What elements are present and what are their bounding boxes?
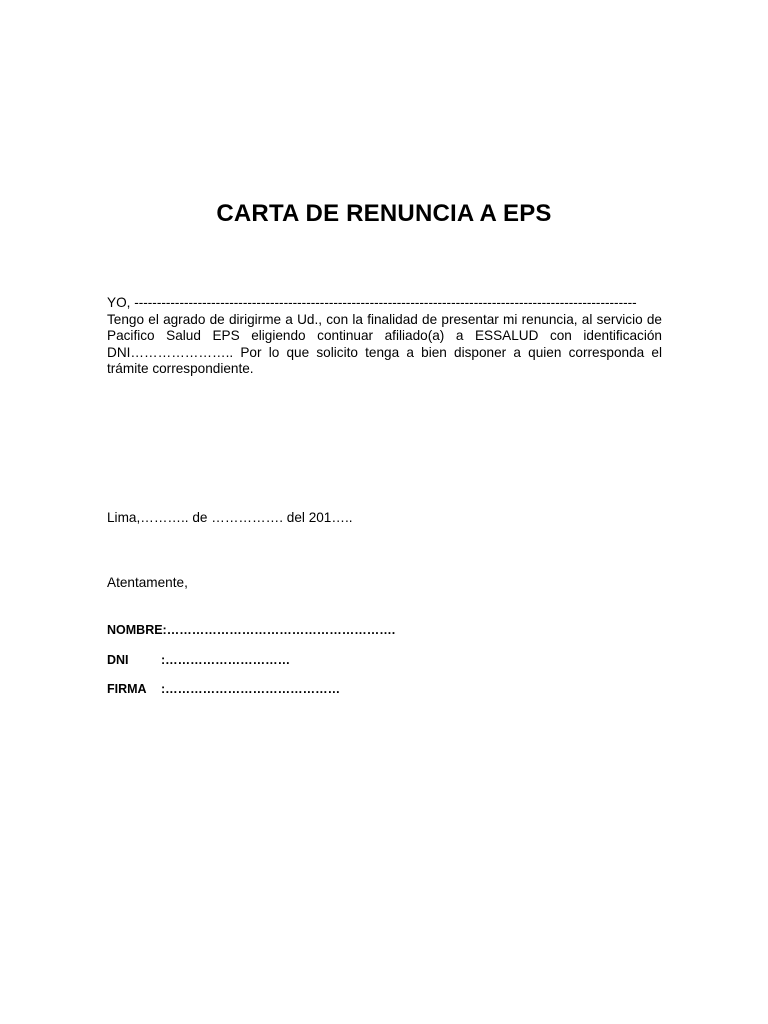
nombre-blank: ………………………………………………. [166, 623, 396, 637]
document-title: CARTA DE RENUNCIA A EPS [216, 200, 552, 227]
firma-label: FIRMA [107, 682, 147, 696]
dni-label: DNI [107, 653, 129, 667]
yo-line: YO, --------------------------------------------------------------------------------------------------------------- [107, 295, 637, 310]
dni-blank: :………………………… [161, 653, 291, 667]
letter-body [107, 295, 662, 378]
firma-field [107, 682, 340, 696]
closing-text: Atentamente, [107, 575, 188, 590]
nombre-field [107, 623, 395, 637]
nombre-label: NOMBRE: [107, 623, 167, 637]
dni-field [107, 653, 290, 667]
date-line: Lima,……….. de ……………. del 201….. [107, 510, 353, 525]
firma-blank: :…………………………………… [161, 682, 341, 696]
resignation-paragraph: Tengo el agrado de dirigirme a Ud., con la finalidad de presentar mi renuncia, al servicio de Pacifico Salud EPS eligiendo continuar afiliado(a) a ESSALUD con identificación DNI………………….. Por lo que solicito tenga a bien disponer a quien corresponda el trámite correspondiente. [107, 311, 662, 376]
